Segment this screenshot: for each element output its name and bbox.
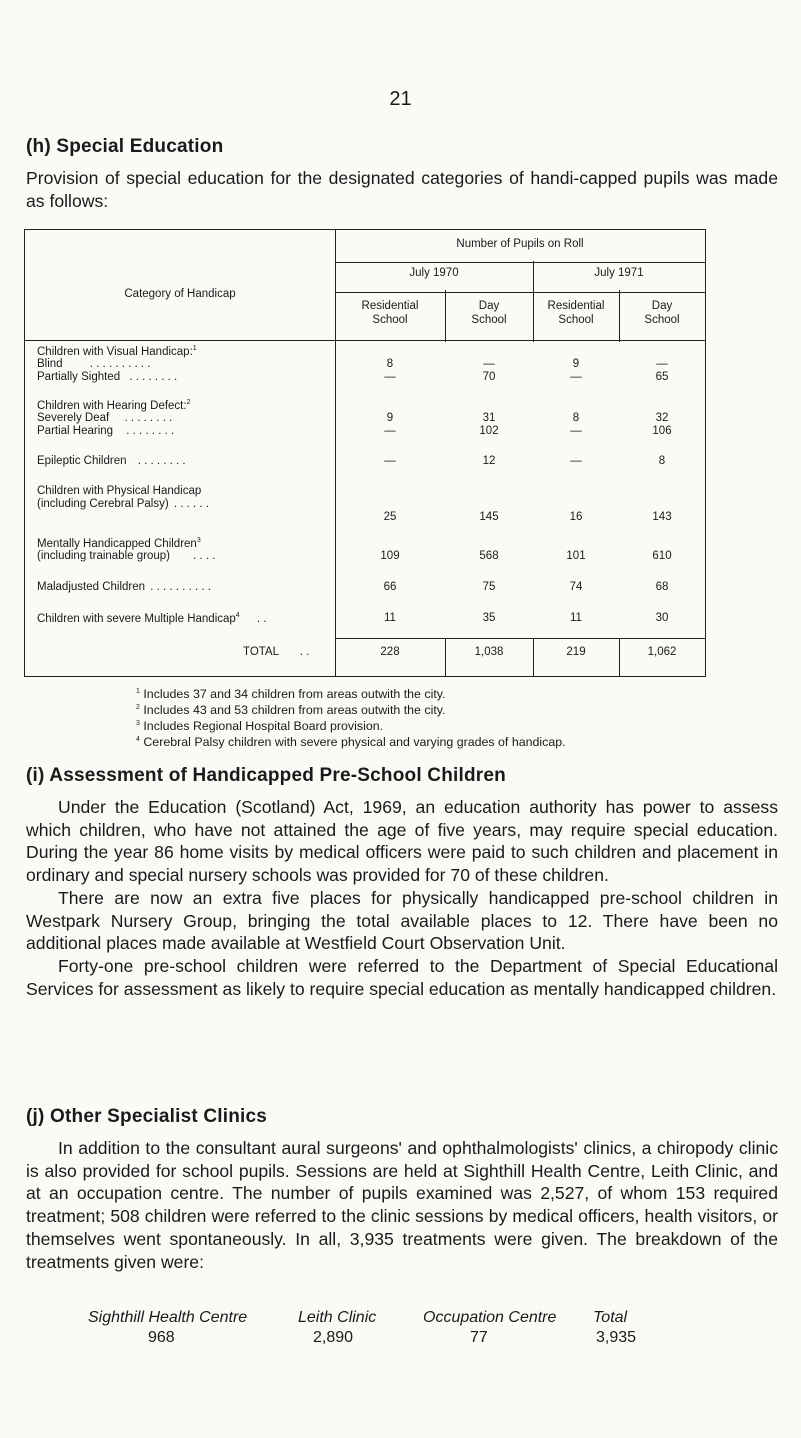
cell-res-1970: 11: [384, 612, 396, 624]
row-label: (including trainable group): [37, 550, 170, 562]
special-education-table: [24, 229, 706, 677]
leader-dots: . . . . . . . .: [129, 371, 178, 383]
summary-label: Sighthill Health Centre: [88, 1309, 248, 1326]
cell-day-1971: 143: [652, 511, 672, 523]
cell-res-1970: —: [384, 455, 396, 467]
school-label: School: [558, 314, 594, 326]
cell-day-1970: 35: [482, 612, 496, 624]
summary-label: Total: [593, 1309, 628, 1326]
row-label: Partially Sighted: [37, 371, 121, 383]
leader-dots: . .: [256, 612, 267, 625]
section-i-body: [26, 796, 778, 1000]
day-1970-header: [445, 299, 533, 327]
row-label: Blind: [37, 358, 63, 370]
cell-day-1971: 32: [655, 412, 669, 424]
cell-day-1970: —: [483, 358, 495, 370]
cell-day-1970: 102: [479, 425, 499, 437]
cell-res-1971: 11: [570, 612, 582, 624]
cell-res-1971: —: [570, 455, 582, 467]
day-label: Day: [651, 300, 673, 312]
leader-dots: . . . .: [193, 550, 216, 562]
leader-dots: . . . . . . . . . .: [89, 358, 151, 370]
cell-day-1971: 30: [655, 612, 669, 624]
row-label: Maladjusted Children: [37, 581, 146, 593]
cell-res-1970: —: [384, 371, 396, 383]
row-label: (including Cerebral Palsy): [37, 498, 169, 510]
footnote-text: Includes Regional Hospital Board provision.: [143, 719, 384, 734]
cell-res-1970: 8: [386, 358, 394, 370]
school-label: School: [644, 314, 680, 326]
section-h-heading: (h) Special Education: [26, 136, 224, 157]
summary-value: 3,935: [596, 1329, 637, 1346]
summary-value: 968: [148, 1329, 175, 1346]
summary-value: 2,890: [313, 1329, 354, 1346]
cell-res-1971: 101: [566, 550, 586, 562]
footnote-number: 3: [136, 720, 140, 727]
year-1971-header: July 1971: [594, 267, 644, 279]
section-h-intro-text: Provision of special education for the designated categories of handi-capped pupils was made as follows:: [26, 168, 778, 211]
group-visual-label: Children with Visual Handicap:: [37, 345, 193, 358]
cell-day-1971: —: [656, 358, 668, 370]
page-number: 21: [389, 88, 412, 110]
group-visual: [37, 345, 197, 358]
cell-day-1970: 145: [479, 511, 499, 523]
total-day-1970: 1,038: [474, 646, 504, 658]
section-i-paragraph-2: There are now an extra five places for physically handicapped pre-school children in Westpark Nursery Group, bringing the total available places to 12. There have been no additional places made available at Westfield Court Observation Unit.: [26, 887, 778, 954]
cell-res-1971: 16: [569, 511, 583, 523]
summary-value: 77: [470, 1329, 488, 1346]
cell-day-1970: 75: [482, 581, 496, 593]
leader-dots: . . . . . . . .: [126, 425, 175, 437]
cell-day-1970: 568: [479, 550, 499, 562]
footnote-number: 2: [136, 704, 140, 711]
cell-res-1970: 25: [383, 511, 397, 523]
total-day-1971: 1,062: [647, 646, 677, 658]
group-physical: Children with Physical Handicap: [37, 485, 202, 497]
footnote-ref: 1: [192, 345, 197, 352]
residential-1970-header: [335, 299, 445, 327]
group-mental-label: Mentally Handicapped Children: [37, 537, 197, 550]
footnote-ref: 4: [235, 612, 240, 619]
section-i-heading: (i) Assessment of Handicapped Pre-School Children: [26, 765, 506, 786]
footnote-number: 1: [136, 688, 140, 695]
leader-dots: . . . . . . . . . .: [150, 581, 211, 593]
cell-day-1970: 70: [482, 371, 496, 383]
year-1970-header: July 1970: [409, 267, 459, 279]
cell-res-1971: 74: [569, 581, 583, 593]
cell-day-1971: 610: [652, 550, 672, 562]
group-mental: [37, 537, 201, 550]
leader-dots: . . . . . . . .: [137, 455, 186, 467]
cell-day-1971: 106: [652, 425, 672, 437]
cell-day-1970: 31: [482, 412, 496, 424]
summary-label: Occupation Centre: [423, 1309, 557, 1326]
cell-day-1971: 8: [658, 455, 666, 467]
school-label: School: [372, 314, 408, 326]
footnote-number: 4: [136, 736, 140, 743]
total-res-1970: 228: [380, 646, 400, 658]
section-i-paragraph-1: Under the Education (Scotland) Act, 1969, an education authority has power to assess which children, who have not attained the age of five years, may require special education. During the year 86 home visits by medical officers were paid to such children and placement in ordinary and special nursery schools was provided for 70 of these children.: [26, 797, 778, 886]
cell-res-1971: —: [570, 371, 582, 383]
total-res-1971: 219: [566, 646, 586, 658]
summary-label: Leith Clinic: [298, 1309, 377, 1326]
pupils-on-roll-header: Number of Pupils on Roll: [456, 238, 584, 250]
cell-res-1970: 9: [386, 412, 394, 424]
leader-dots: . . . . . . . .: [124, 412, 173, 424]
section-j-body: [26, 1137, 778, 1273]
residential-label: Residential: [361, 300, 419, 312]
cell-res-1971: 9: [572, 358, 580, 370]
day-label: Day: [478, 300, 500, 312]
group-hearing: [37, 399, 190, 412]
footnote-text: Cerebral Palsy children with severe physical and varying grades of handicap.: [143, 735, 566, 750]
row-label: Partial Hearing: [37, 425, 114, 437]
leader-dots: . .: [299, 646, 310, 658]
footnote-4: [136, 732, 566, 751]
footnote-ref: 3: [196, 537, 201, 544]
day-1971-header: [619, 299, 705, 327]
cell-res-1970: —: [384, 425, 396, 437]
cell-res-1970: 66: [383, 581, 397, 593]
group-hearing-label: Children with Hearing Defect:: [37, 399, 187, 412]
leader-dots: . . . . . .: [173, 498, 210, 510]
residential-label: Residential: [547, 300, 605, 312]
row-label: Epileptic Children: [37, 455, 127, 467]
total-label: TOTAL: [243, 646, 279, 658]
footnote-text: Includes 37 and 34 children from areas outwith the city.: [143, 687, 446, 702]
section-h-intro: [26, 167, 778, 212]
category-header: Category of Handicap: [124, 288, 236, 300]
footnote-ref: 2: [186, 399, 191, 406]
cell-day-1970: 12: [482, 455, 496, 467]
residential-1971-header: [533, 299, 619, 327]
section-j-heading: (j) Other Specialist Clinics: [26, 1106, 268, 1127]
cell-day-1971: 68: [655, 581, 669, 593]
cell-res-1970: 109: [380, 550, 400, 562]
cell-res-1971: —: [570, 425, 582, 437]
row-label: Children with severe Multiple Handicap: [37, 612, 236, 625]
section-j-paragraph-1: In addition to the consultant aural surgeons' and ophthalmologists' clinics, a chiropody clinic is also provided for school pupils. Sessions are held at Sighthill Health Centre, Leith Clinic, and at an occupation centre. The number of pupils examined was 2,527, of whom 153 required treatment; 508 children were referred to the clinic sessions by medical officers, health visitors, or themselves went spontaneously. In all, 3,935 treatments were given. The breakdown of the treatments given were:: [26, 1138, 778, 1272]
row-label: Severely Deaf: [37, 412, 110, 424]
footnote-text: Includes 43 and 53 children from areas outwith the city.: [143, 703, 446, 718]
school-label: School: [471, 314, 507, 326]
cell-res-1971: 8: [572, 412, 580, 424]
section-i-paragraph-3: Forty-one pre-school children were referred to the Department of Special Educational Services for assessment as likely to require special education as mentally handicapped children.: [26, 955, 778, 999]
cell-day-1971: 65: [655, 371, 669, 383]
